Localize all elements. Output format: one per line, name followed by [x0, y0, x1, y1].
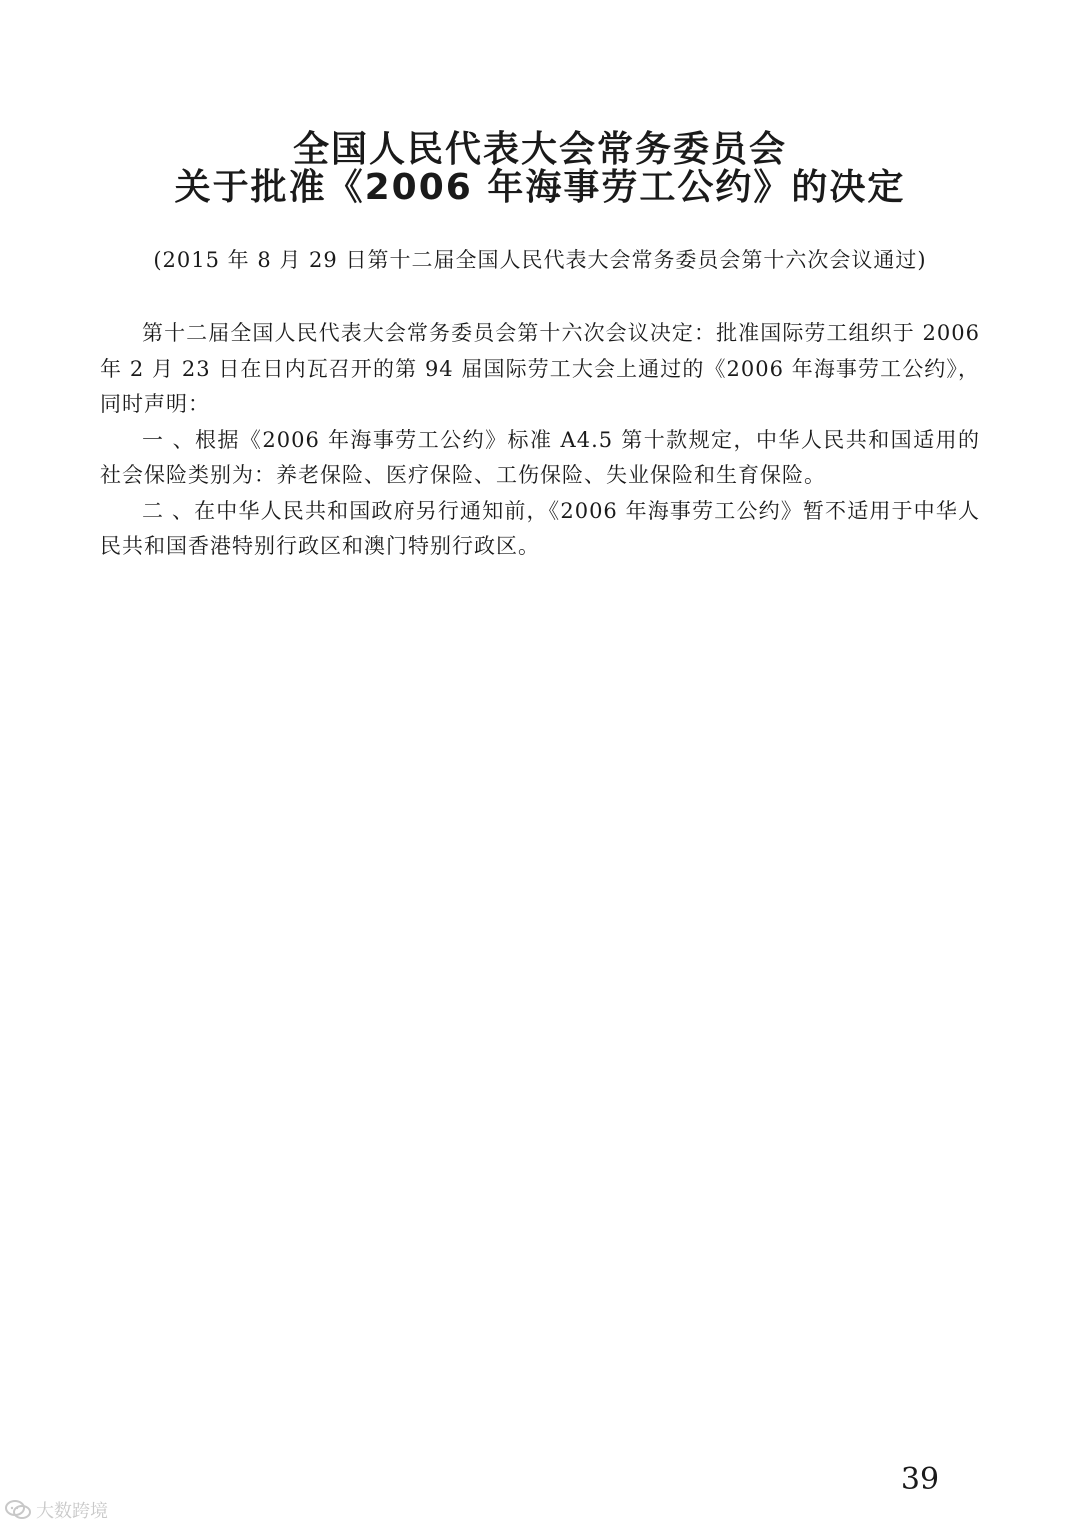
watermark — [4, 1495, 108, 1525]
document-body — [100, 316, 980, 565]
document-title-line-1: 全国人民代表大会常务委员会 — [292, 129, 787, 170]
body-paragraph-1: 第十二届全国人民代表大会常务委员会第十六次会议决定：批准国际劳工组织于 2006 年 2 月 23 日在日内瓦召开的第 94 届国际劳工大会上通过的《2006 年海事劳工公约》，同时声明： — [100, 321, 980, 416]
watermark-text: 大数跨境 — [36, 1501, 108, 1522]
chat-bubble-icon — [4, 1499, 32, 1521]
document-subtitle: (2015 年 8 月 29 日第十二届全国人民代表大会常务委员会第十六次会议通过) — [153, 248, 927, 272]
page-number: 39 — [900, 1462, 940, 1497]
body-paragraph-3: 二 、在中华人民共和国政府另行通知前，《2006 年海事劳工公约》暂不适用于中华人民共和国香港特别行政区和澳门特别行政区。 — [100, 498, 980, 558]
document-title-line-2: 关于批准《2006 年海事劳工公约》的决定 — [174, 167, 906, 208]
body-paragraph-2: 一 、根据《2006 年海事劳工公约》标准 A4.5 第十款规定，中华人民共和国适用的社会保险类别为：养老保险、医疗保险、工伤保险、失业保险和生育保险。 — [100, 427, 980, 487]
